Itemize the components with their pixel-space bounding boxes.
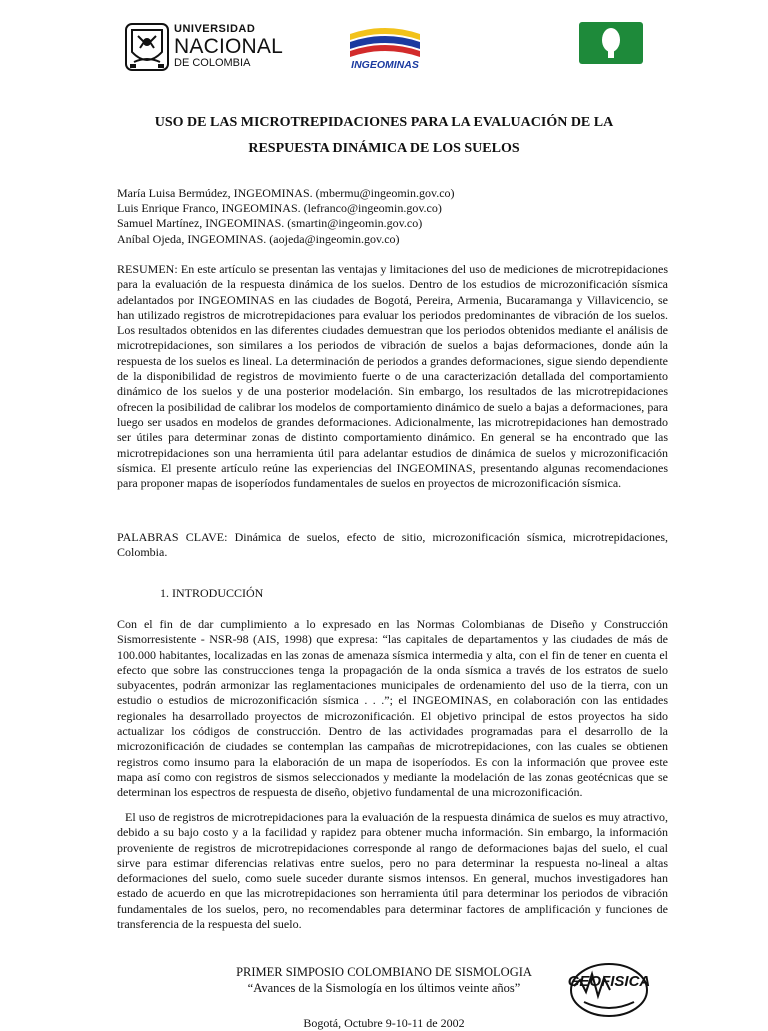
university-name-line1: UNIVERSIDAD <box>174 23 256 35</box>
institution-green-logo <box>579 22 643 64</box>
keywords-paragraph: PALABRAS CLAVE: Dinámica de suelos, efecto de sitio, microzonificación sísmica, microtrepidaciones, Colombia. <box>117 530 668 560</box>
geofisica-logo-icon <box>566 956 652 1020</box>
author-line: Aníbal Ojeda, INGEOMINAS. (aojeda@ingeomin.gov.co) <box>117 231 400 246</box>
paper-title-line1: USO DE LAS MICROTREPIDACIONES PARA LA EVALUACIÓN DE LA <box>154 115 614 130</box>
abstract-paragraph: RESUMEN: En este artículo se presentan las ventajas y limitaciones del uso de mediciones de microtrepidaciones para la evaluación de la respuesta dinámica de los suelos. Dentro de los estudios de microzonificación sísmica adelantados por INGEOMINAS en las ciudades de Bogotá, Pereira, Armenia, Bucaramanga y Villavicencio, se han utilizado registros de microtrepidaciones para evaluar los periodos predominantes de vibración de los suelos. Los resultados obtenidos en las diferentes ciudades demuestran que los periodos obtenidos mediante el análisis de microtrepidaciones, son similares a los periodos de vibración de suelos a bajas deformaciones, donde aún la respuesta de los suelos es lineal. La determinación de periodos a grandes deformaciones, sigue siendo dependiente de la disponibilidad de registros de movimiento fuerte o de una caracterización detallada del comportamiento dinámico de los suelos y de una posterior modelación. Sin embargo, los resultados de las microtrepidaciones ofrecen la posibilidad de calibrar los modelos de comportamiento dinámico de suelo a bajas a deformaciones, para luego ser usados en modelos de grandes deformaciones. Adicionalmente, las microtrepidaciones han demostrado ser útiles para determinar zonas de distinto comportamiento dinámico. En general se ha encontrado que las microtrepidaciones son una herramienta útil para adelantar estudios de dinámica de suelos y microzonificación sísmica. El presente artículo reúne las experiencias del INGEOMINAS, presentando algunas recomendaciones para proponer mapas de isoperíodos fundamentales de suelos en proyectos de microzonificación sísmica. <box>117 262 668 491</box>
section-heading-introduccion: 1. INTRODUCCIÓN <box>160 586 264 600</box>
university-name <box>174 24 283 69</box>
ingeominas-logo <box>344 22 426 76</box>
author-line: Luis Enrique Franco, INGEOMINAS. (lefranco@ingeomin.gov.co) <box>117 201 442 216</box>
ingeominas-emblem-icon <box>344 22 426 60</box>
footer-conference <box>200 964 568 996</box>
ingeominas-logo-text: INGEOMINAS <box>351 59 419 71</box>
university-name-line3: DE COLOMBIA <box>174 57 251 69</box>
footer-conference-subtitle: “Avances de la Sismología en los últimos veinte años” <box>247 981 521 995</box>
universidad-nacional-logo <box>124 22 283 74</box>
university-name-line2: NACIONAL <box>174 35 283 58</box>
green-emblem-icon <box>579 22 643 64</box>
footer-conference-name: PRIMER SIMPOSIO COLOMBIANO DE SISMOLOGIA <box>236 965 532 979</box>
paper-title-line2: RESPUESTA DINÁMICA DE LOS SUELOS <box>248 141 520 156</box>
author-line: María Luisa Bermúdez, INGEOMINAS. (mbermu@ingeomin.gov.co) <box>117 186 455 200</box>
university-seal-icon <box>124 22 170 72</box>
introduction-paragraph: Con el fin de dar cumplimiento a lo expresado en las Normas Colombianas de Diseño y Construcción Sismorresistente - NSR-98 (AIS, 1998) que expresa: “las capitales de departamentos y las ciudades de más de 100.000 habitantes, localizadas en las zonas de amenaza sísmica intermedia y alta, con el fin de tener en cuenta el efecto que sobre las construcciones tenga la propagación de la onda sísmica a través de los estratos de suelo subyacentes, podrán armonizar las reglamentaciones municipales de ordenamiento del uso de la tierra, con un estudio o estudios de microzonificación sísmica . . .”; el INGEOMINAS, en colaboración con las entidades regionales ha desarrollado proyectos de microzonificación. El objetivo principal de estos proyectos ha sido actualizar los códigos de construcción. Dentro de las actividades programadas para el desarrollo de la microzonificación de ciudades se contemplan las campañas de microtrepidaciones, con las cuales se obtienen registros como insumo para la elaboración de un mapa de isoperíodos. Es con la información que provee este mapa así como con registros de sismos seleccionados y mediante la modelación de las zonas geotécnicas que se determinan los espectros de respuesta de diseño, objetivo fundamental de una microzonificación. <box>117 617 668 800</box>
author-line: Samuel Martínez, INGEOMINAS. (smartin@ingeomin.gov.co) <box>117 216 423 231</box>
header-logos <box>0 14 768 74</box>
geofisica-logo-text: GEOFISICA <box>567 973 651 990</box>
footer-conference-date: Bogotá, Octubre 9-10-11 de 2002 <box>303 1016 465 1030</box>
body-paragraph: El uso de registros de microtrepidaciones para la evaluación de la respuesta dinámica de suelos es muy atractivo, debido a su bajo costo y a la facilidad y rapidez para obtener mucha información. Sin embargo, la información proveniente de registros de microtrepidaciones corresponde al rango de deformaciones bajas del suelo, el cual sirve para estimar diferencias relativas entre suelos, pero no para determinar la respuesta no-lineal a altas deformaciones del suelo, como suele suceder durante sismos intensos. En general, muchos investigadores han estado de acuerdo en que las microtrepidaciones son herramienta útil para determinar los periodos de vibración fundamentales de los suelos, pero, no recomendables para determinar factores de amplificación y funciones de transferencia de la respuesta del suelo. <box>117 810 668 932</box>
author-list <box>117 186 455 247</box>
